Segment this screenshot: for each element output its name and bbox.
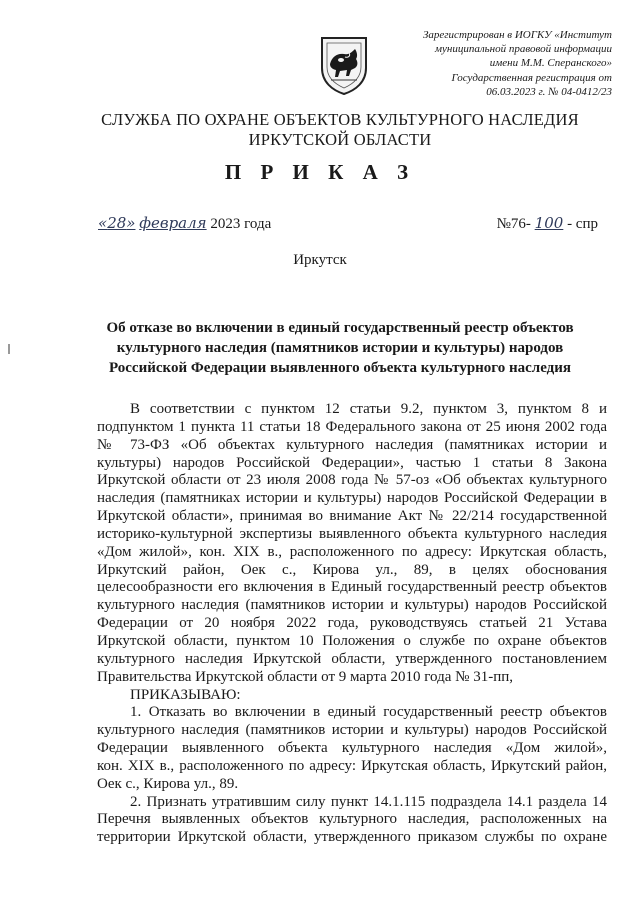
body-line: В соответствии с пунктом 12 статьи 9.2, пунктом 3, пунктом 8 и bbox=[130, 401, 607, 417]
date-open-quote: « bbox=[98, 214, 108, 232]
body-line: кон. XIX в., расположенного по адресу: Иркутская область, Иркутский район, bbox=[97, 757, 607, 774]
body-line: 2. Признать утратившим силу пункт 14.1.115 подраздела 14.1 раздела 14 bbox=[130, 793, 607, 810]
heading-line: культурного наследия (памятников истории и культуры) народов bbox=[116, 340, 564, 356]
body-line: подпунктом 1 пункта 11 статьи 18 Федерального закона от 25 июня 2002 года bbox=[97, 418, 607, 435]
body-line: Перечня выявленных объектов культурного наследия, расположенных на bbox=[97, 811, 607, 828]
order-number-suffix: - спр bbox=[567, 216, 598, 232]
body-line: Федерации от 20 ноября 2022 года, руководствуясь статьей 21 Устава bbox=[97, 615, 607, 632]
agency-name-line-1: СЛУЖБА ПО ОХРАНЕ ОБЪЕКТОВ КУЛЬТУРНОГО НАСЛЕДИЯ bbox=[101, 110, 579, 129]
order-date bbox=[98, 214, 271, 233]
body-line: Федерации выявленного объекта культурного наследия «Дом жилой», bbox=[97, 740, 607, 757]
registration-line: имени М.М. Сперанского» bbox=[489, 57, 612, 70]
order-number-prefix: №76- bbox=[496, 216, 531, 232]
heading-line: Об отказе во включении в единый государственный реестр объектов bbox=[106, 320, 574, 336]
coat-of-arms-emblem bbox=[318, 34, 370, 96]
date-month: февраля bbox=[139, 214, 207, 232]
body-line: Иркутской области», принимая во внимание Акт № 22/214 государственной bbox=[97, 508, 607, 525]
body-line: территории Иркутской области, утвержденного приказом службы по охране bbox=[97, 829, 607, 846]
order-title: П Р И К А З bbox=[224, 160, 416, 184]
date-year: 2023 года bbox=[210, 216, 272, 232]
body-line: Иркутской области от 23 июля 2008 года № 57-оз «Об объектах культурного bbox=[97, 472, 607, 489]
order-city: Иркутск bbox=[293, 252, 347, 268]
registration-line: Государственная регистрация от bbox=[451, 71, 612, 84]
body-line: культурного наследия (памятников истории и культуры) народов Российской bbox=[97, 597, 607, 614]
order-heading bbox=[60, 318, 620, 378]
body-line: наследия (памятниках истории и культуры) народов Российской Федерации в bbox=[97, 490, 607, 507]
heading-line: Российской Федерации выявленного объекта культурного наследия bbox=[108, 360, 572, 376]
date-day: 28 bbox=[107, 214, 127, 232]
body-line: культурного наследия Иркутской области, утвержденного постановлением bbox=[97, 650, 607, 667]
body-line: Оек с., Кирова ул., 89. bbox=[97, 775, 239, 792]
registration-line: муниципальной правовой информации bbox=[435, 43, 612, 56]
body-line: № 73-ФЗ «Об объектах культурного наследия (памятниках истории и bbox=[97, 436, 607, 453]
body-line: историко-культурной экспертизы выявленного объекта культурного наследия bbox=[97, 525, 607, 542]
body-line: целесообразности его включения в Единый государственный реестр объектов bbox=[97, 579, 607, 596]
body-line: культуры) народов Российской Федерации», частью 1 статьи 8 Закона bbox=[97, 454, 607, 471]
body-line: Правительства Иркутской области от 9 марта 2010 года № 31-пп, bbox=[97, 668, 513, 685]
agency-name-line-2: ИРКУТСКОЙ ОБЛАСТИ bbox=[248, 130, 432, 149]
order-body bbox=[97, 401, 607, 847]
body-line: культурного наследия (памятников истории и культуры) народов Российской bbox=[97, 722, 607, 739]
body-line: 1. Отказать во включении в единый государственный реестр объектов bbox=[130, 704, 607, 721]
order-number bbox=[497, 214, 598, 233]
body-line: Иркутский район, Оек с., Кирова ул., 89, в целях обоснования bbox=[97, 561, 607, 578]
body-command: ПРИКАЗЫВАЮ: bbox=[130, 686, 241, 703]
registration-line: 06.03.2023 г. № 04-0412/23 bbox=[486, 85, 612, 98]
margin-mark bbox=[8, 344, 10, 354]
registration-stamp bbox=[402, 28, 612, 99]
body-line: «Дом жилой», кон. XIX в., расположенного по адресу: Иркутская область, bbox=[97, 543, 607, 560]
body-line: Иркутской области, пунктом 10 Положения о службе по охране объектов bbox=[97, 632, 607, 649]
order-number-value: 100 bbox=[534, 214, 564, 232]
date-close-quote: » bbox=[126, 214, 136, 232]
registration-line: Зарегистрирован в ИОГКУ «Институт bbox=[422, 29, 612, 41]
